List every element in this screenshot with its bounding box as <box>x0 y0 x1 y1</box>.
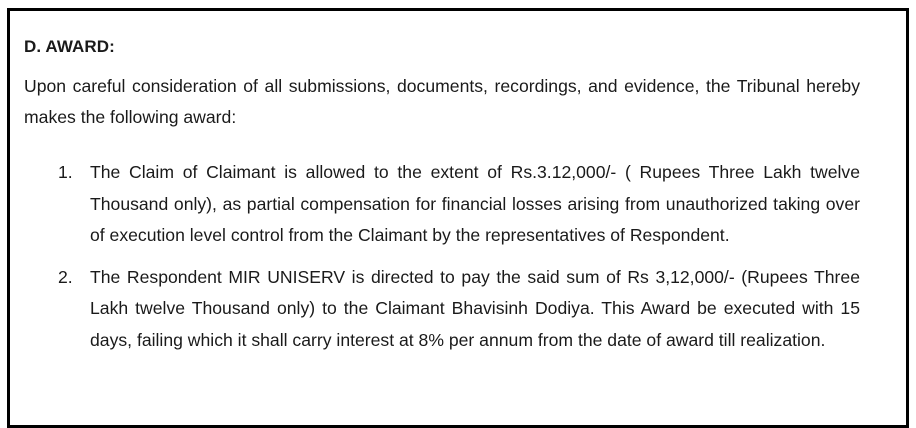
award-item-2 <box>24 262 860 357</box>
award-list <box>24 157 860 356</box>
award-item-number: 2. <box>58 266 73 287</box>
award-section-box <box>7 8 909 428</box>
intro-paragraph: Upon careful consideration of all submissions, documents, recordings, and evidence, the Tribunal hereby makes the following award: <box>24 76 860 127</box>
award-item-number: 1. <box>58 162 73 182</box>
section-heading: D. AWARD: <box>24 37 115 56</box>
award-item-text: The Respondent MIR UNISERV is directed to pay the said sum of Rs 3,12,000/- (Rupees Three Lakh twelve Thousand only) to the Claimant Bhavisinh Dodiya. This Award be executed with 15 days, failing which it shall carry interest at 8% per annum from the date of award till realization. <box>90 266 860 350</box>
award-item-1 <box>24 157 860 252</box>
award-item-text: The Claim of Claimant is allowed to the extent of Rs.3.12,000/- ( Rupees Three Lakh twelve Thousand only), as partial compensation for financial losses arising from unauthorized taking over of execution level control from the Claimant by the representatives of Respondent. <box>90 162 860 245</box>
